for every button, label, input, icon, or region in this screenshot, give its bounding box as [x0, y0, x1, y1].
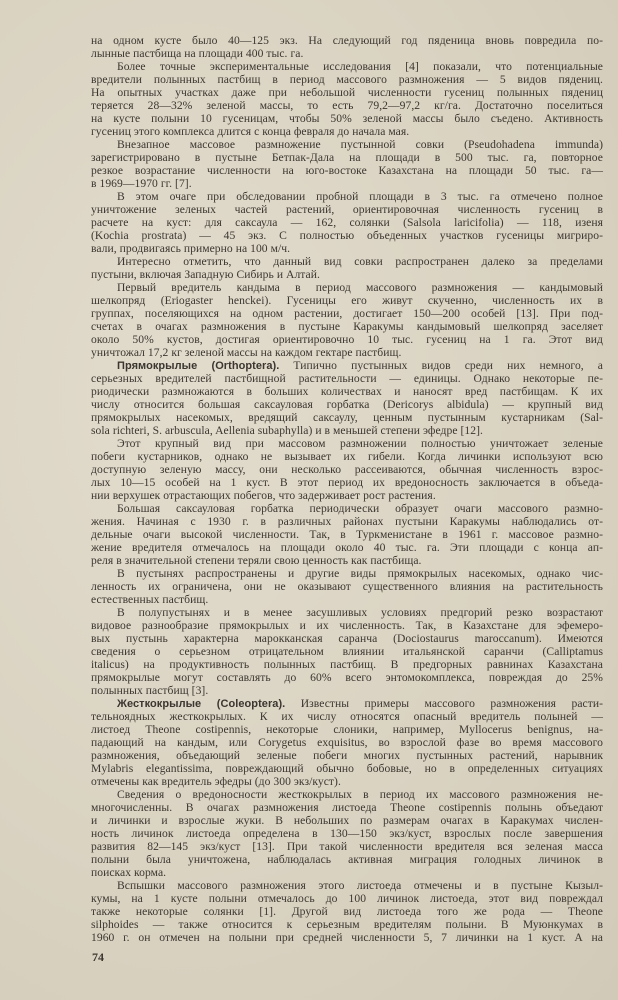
- line-text: Внезапное массовое размножение пустынной совки (Pseudohadena immunda): [117, 138, 603, 151]
- line-text: Известны примеры массового размножения расти-: [285, 697, 603, 710]
- text-line: [91, 528, 603, 541]
- line-text: Более точные экспериментальные исследования [4] показали, что потенциальные: [117, 60, 603, 73]
- text-line: [91, 749, 603, 762]
- line-text: прямокрылых насекомых, вредящий саксаулу, ценным пустынным кустарникам (Sal-: [91, 411, 603, 424]
- text-line: [91, 853, 603, 866]
- text-line: [91, 866, 603, 879]
- line-text: доступную зеленую массу, они несколько рассеиваются, обычная численность взрос-: [91, 463, 603, 476]
- line-text: В полупустынях и в менее засушливых условиях предгорий резко возрастают: [117, 606, 603, 619]
- line-text: sola richteri, S. arbuscula, Aellenia subaphylla) и в меньшей степени эфедре [12].: [91, 424, 483, 437]
- line-text: вали, продвигаясь примерно на 100 м/ч.: [91, 242, 291, 255]
- line-text: теряется 28—32% зеленой массы, то есть 79,2—97,2 кг/га. Достаточно поселиться: [91, 99, 603, 112]
- text-line: [91, 177, 603, 190]
- paragraph: [91, 788, 603, 879]
- text-line: [91, 489, 603, 502]
- text-line: [91, 463, 603, 476]
- line-text: отмечены как вредитель эфедры (до 300 экз/куст).: [91, 775, 341, 788]
- text-line: [91, 112, 603, 125]
- text-line: [91, 905, 603, 918]
- text-line: [91, 931, 603, 944]
- text-line: [91, 502, 603, 515]
- text-line: [91, 723, 603, 736]
- text-line: [91, 697, 603, 710]
- paragraph: [91, 879, 603, 944]
- line-text: Mylabris elegantissima, повреждающий обычно бобовые, но в определенных ситуациях: [91, 762, 603, 775]
- line-text: развития 82—145 экз/куст [13]. При такой численности вредителя вся зеленая масса: [91, 840, 603, 853]
- line-text: Этот крупный вид при массовом размножении полностью уничтожает зеленые: [117, 437, 603, 450]
- section-heading: Прямокрылые (Orthoptera).: [117, 360, 280, 372]
- line-text: около 50% кустов, достигая ориентировочно 10 тыс. гусениц на 1 га. Этот вид: [91, 333, 603, 346]
- line-text: полыни была уничтожена, наблюдалась активная миграция голодных личинок в: [91, 853, 603, 866]
- line-text: зарегистрировано в пустыне Бетпак-Дала на площади в 500 тыс. га, повторное: [91, 151, 603, 164]
- text-line: [91, 333, 603, 346]
- paragraph: [91, 606, 603, 697]
- line-text: счетах в очагах размножения в пустыне Каракумы кандымовый шелкопряд заселяет: [91, 320, 603, 333]
- text-line: [91, 125, 603, 138]
- text-line: [91, 86, 603, 99]
- page-number: 74: [92, 950, 104, 964]
- line-text: 1960 г. он отмечен на полыни при средней численности 5, 7 личинки на 1 куст. А на: [91, 931, 603, 944]
- paragraph: [91, 190, 603, 255]
- line-text: и личинки и взрослые жуки. В небольших по размерам очагах в Каракумах числен-: [91, 814, 603, 827]
- line-text: многочисленны. В очагах размножения листоеда Theone costipennis полынь объедают: [91, 801, 603, 814]
- text-line: [91, 411, 603, 424]
- paragraph: [91, 60, 603, 138]
- text-line: [91, 216, 603, 229]
- line-text: естественных пастбищ.: [91, 593, 209, 606]
- line-text: Большая саксауловая горбатка периодически образует очаги массового размно-: [117, 502, 603, 515]
- line-text: размножения, объедающий зеленые побеги многих пустынных растений, нарывник: [91, 749, 603, 762]
- text-line: [91, 99, 603, 112]
- line-text: кумы, на 1 кусте полыни отмечалось до 100 личинок листоеда, этот вид повреждал: [91, 892, 603, 905]
- line-text: реля в значительной степени теряли свою ценность как пастбища.: [91, 554, 422, 567]
- paragraph: [91, 359, 603, 437]
- line-text: также некоторые солянки [1]. Другой вид листоеда того же рода — Theone: [91, 905, 603, 918]
- line-text: расчете на куст: для саксаула — 162, солянки (Salsola laricifolia) — 118, изеня: [91, 216, 603, 229]
- paragraph: [91, 281, 603, 359]
- text-line: [91, 385, 603, 398]
- text-line: [91, 138, 603, 151]
- line-text: шелкопряд (Eriogaster henckei). Гусеницы его живут скученно, численность их в: [91, 294, 603, 307]
- paragraph: [91, 437, 603, 502]
- line-text: полынных пастбищ [3].: [91, 684, 209, 697]
- text-line: [91, 476, 603, 489]
- text-line: [91, 658, 603, 671]
- line-text: в 1969—1970 гг. [7].: [91, 177, 192, 190]
- line-text: жения. Начиная с 1930 г. в различных районах пустыни Каракумы наблюдались от-: [91, 515, 603, 528]
- text-line: [91, 346, 603, 359]
- text-line: [91, 892, 603, 905]
- text-line: [91, 567, 603, 580]
- text-line: [91, 450, 603, 463]
- text-line: [91, 242, 603, 255]
- text-line: [91, 580, 603, 593]
- text-line: [91, 554, 603, 567]
- paragraph: [91, 255, 603, 281]
- text-line: [91, 60, 603, 73]
- line-text: жение вредителя отмечалось на площади около 40 тыс. га. Эти площади с конца ап-: [91, 541, 603, 554]
- line-text: листоед Theone costipennis, некоторые слоники, например, Myllocerus benignus, на-: [91, 723, 603, 736]
- paragraph: [91, 697, 603, 788]
- line-text: падающий на кандым, или Corygetus exquisitus, во взрослой фазе во время массового: [91, 736, 603, 749]
- line-text: silphoides — также относится к серьезным вредителям полыни. В Муюнкумах в: [91, 918, 603, 931]
- text-line: [91, 268, 603, 281]
- paragraph: [91, 138, 603, 190]
- line-text: гусениц этого комплекса длится с конца февраля до начала мая.: [91, 125, 410, 138]
- paragraph: [91, 567, 603, 606]
- text-line: [91, 619, 603, 632]
- line-text: Типично пустынных видов среди них немного, а: [279, 359, 603, 372]
- line-text: (Kochia prostrata) — 45 экз. С полностью объеденных участков гусеницы мигриро-: [91, 229, 603, 242]
- line-text: italicus) на продуктивность полынных пастбищ. В предгорных равнинах Казахстана: [91, 658, 603, 671]
- text-line: [91, 827, 603, 840]
- text-line: [91, 437, 603, 450]
- text-line: [91, 294, 603, 307]
- section-heading: Жесткокрылые (Coleoptera).: [117, 698, 286, 710]
- line-text: Сведения о вредоносности жесткокрылых в период их массового размножения не-: [117, 788, 603, 801]
- line-text: риодически размножаются в больших количествах и наносят вред пастбищам. К их: [91, 385, 603, 398]
- text-line: [91, 34, 603, 47]
- text-line: [91, 47, 603, 60]
- line-text: лынные пастбища на площади 400 тыс. га.: [91, 47, 304, 60]
- text-line: [91, 606, 603, 619]
- line-text: прямокрылые могут составлять до 60% всего энтомокомплекса, повреждая до 25%: [91, 671, 603, 684]
- text-line: [91, 73, 603, 86]
- text-line: [91, 255, 603, 268]
- paragraph: [91, 34, 603, 60]
- text-line: [91, 762, 603, 775]
- line-text: вредители полынных пастбищ в период массового размножения — 5 видов пядениц.: [91, 73, 603, 86]
- line-text: уничтожение зеленых частей растений, ориентировочная численность гусениц в: [91, 203, 603, 216]
- text-line: [91, 736, 603, 749]
- line-text: В пустынях распространены и другие виды прямокрылых насекомых, однако чис-: [117, 567, 603, 580]
- line-text: на кусте полыни 10 гусеницам, чтобы 50% зеленой массы было съедено. Активность: [91, 112, 603, 125]
- text-line: [91, 398, 603, 411]
- line-text: ленность их ограничена, они не оказывают существенного влияния на растительность: [91, 580, 603, 593]
- text-line: [91, 788, 603, 801]
- line-text: В этом очаге при обследовании пробной площади в 3 тыс. га отмечено полное: [117, 190, 603, 203]
- line-text: серьезных вредителей пастбищной растительности — единицы. Однако некоторые пе-: [91, 372, 603, 385]
- text-line: [91, 541, 603, 554]
- text-line: [91, 879, 603, 892]
- text-line: [91, 164, 603, 177]
- line-text: пустыни, включая Западную Сибирь и Алтай.: [91, 268, 320, 281]
- text-line: [91, 359, 603, 372]
- line-text: сведения о серьезном отрицательном влиянии итальянской саранчи (Calliptamus: [91, 645, 603, 658]
- line-text: ность личинок листоеда определена в 130—150 экз/куст, взрослых после завершения: [91, 827, 603, 840]
- text-line: [91, 190, 603, 203]
- text-line: [91, 229, 603, 242]
- text-line: [91, 320, 603, 333]
- line-text: резкое возрастание численности на юго-востоке Казахстана на площади 50 тыс. га—: [91, 164, 603, 177]
- line-text: Интересно отметить, что данный вид совки распространен далеко за пределами: [117, 255, 603, 268]
- line-text: числу относится большая саксауловая горбатка (Dericorys albidula) — крупный вид: [91, 398, 603, 411]
- line-text: побеги кустарников, однако не вызывает их гибели. Когда личинки используют всю: [91, 450, 603, 463]
- line-text: уничтожал 17,2 кг зеленой массы на каждом гектаре пастбищ.: [91, 346, 402, 359]
- text-line: [91, 814, 603, 827]
- text-line: [91, 307, 603, 320]
- text-line: [91, 918, 603, 931]
- line-text: лых 10—15 особей на 1 куст. В этот период их вредоносность заключается в объеда-: [91, 476, 603, 489]
- text-line: [91, 840, 603, 853]
- text-line: [91, 684, 603, 697]
- line-text: дельные очаги высокой численности. Так, в Туркменистане в 1961 г. массовое размно-: [91, 528, 603, 541]
- text-line: [91, 593, 603, 606]
- line-text: видовое разнообразие прямокрылых и их численность. Так, в Казахстане для эфемеро-: [91, 619, 603, 632]
- text-line: [91, 632, 603, 645]
- text-line: [91, 801, 603, 814]
- page-body: [91, 34, 603, 944]
- text-line: [91, 372, 603, 385]
- text-line: [91, 281, 603, 294]
- text-line: [91, 151, 603, 164]
- text-line: [91, 671, 603, 684]
- line-text: поисках корма.: [91, 866, 167, 879]
- line-text: тельноядных жесткокрылых. К их числу относятся опасный вредитель полыней —: [91, 710, 603, 723]
- line-text: нии верхушек отрастающих побегов, что задерживает рост растения.: [91, 489, 436, 502]
- line-text: На опытных участках даже при небольшой численности гусениц полынных пядениц: [91, 86, 603, 99]
- line-text: на одном кусте было 40—125 экз. На следующий год пяденица вновь повредила по-: [91, 34, 603, 47]
- paragraph: [91, 502, 603, 567]
- line-text: вых пустынь характерна марокканская саранча (Dociostaurus maroccanum). Имеются: [91, 632, 603, 645]
- text-line: [91, 424, 603, 437]
- line-text: группах, поселяющихся на одном растении, достигает 150—200 особей [13]. При под-: [91, 307, 603, 320]
- text-line: [91, 203, 603, 216]
- line-text: Первый вредитель кандыма в период массового размножения — кандымовый: [117, 281, 603, 294]
- text-line: [91, 515, 603, 528]
- line-text: Вспышки массового размножения этого листоеда отмечены и в пустыне Кызыл-: [117, 879, 603, 892]
- text-line: [91, 775, 603, 788]
- text-line: [91, 710, 603, 723]
- text-line: [91, 645, 603, 658]
